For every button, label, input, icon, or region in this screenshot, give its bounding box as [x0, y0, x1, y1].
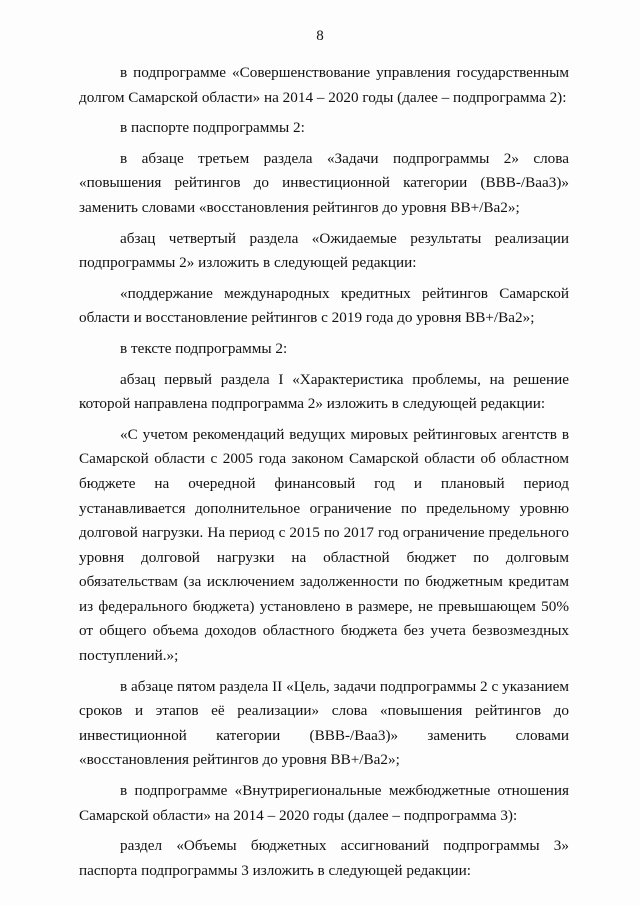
paragraph: в подпрограмме «Совершенствование управления государственным долгом Самарской области» на 2014 – 2020 годы (далее – подпрограмма 2): [79, 64, 569, 106]
paragraph: «поддержание международных кредитных рейтингов Самарской области и восстановление рейтингов с 2019 года до уровня BB+/Ba2»; [79, 284, 569, 327]
paragraph: в абзаце третьем раздела «Задачи подпрограммы 2» слова «повышения рейтингов до инвестиционной категории (BBB-/Baa3)» заменить словами «восстановления рейтингов до уровня BB+/Ba2»; [79, 149, 569, 216]
paragraph: раздел «Объемы бюджетных ассигнований подпрограммы 3» паспорта подпрограммы 3 изложить в следующей редакции: [79, 837, 569, 879]
paragraph: в паспорте подпрограммы 2: [120, 119, 305, 137]
document-body [79, 61, 569, 883]
paragraph: абзац четвертый раздела «Ожидаемые результаты реализации подпрограммы 2» изложить в следующей редакции: [79, 229, 569, 272]
paragraph: «С учетом рекомендаций ведущих мировых рейтинговых агентств в Самарской области с 2005 года законом Самарской области об областном бюджете на очередной финансовый год и плановый период устанавливается дополнительное ограничение по предельному уровню долговой нагрузки. На период с 2015 по 2017 год ограничение предельного уровня долговой нагрузки на областной бюджет по долговым обязательствам (за исключением задолженности по бюджетным кредитам из федерального бюджета) установлено в размере, не превышающем 50% от общего объема доходов областного бюджета без учета безвозмездных поступлений.»; [79, 425, 569, 665]
paragraph: в абзаце пятом раздела II «Цель, задачи подпрограммы 2 с указанием сроков и этапов её реализации» слова «повышения рейтингов до инвестиционной категории (BBB-/Baa3)» заменить словами «восстановления рейтингов до уровня BB+/Ba2»; [79, 677, 569, 769]
paragraph: абзац первый раздела I «Характеристика проблемы, на решение которой направлена подпрограмма 2» изложить в следующей редакции: [79, 370, 569, 413]
paragraph: в подпрограмме «Внутрирегиональные межбюджетные отношения Самарской области» на 2014 – 2020 годы (далее – подпрограмма 3): [79, 782, 569, 824]
page-number: 8 [316, 28, 324, 44]
paragraph: в тексте подпрограммы 2: [120, 339, 288, 357]
